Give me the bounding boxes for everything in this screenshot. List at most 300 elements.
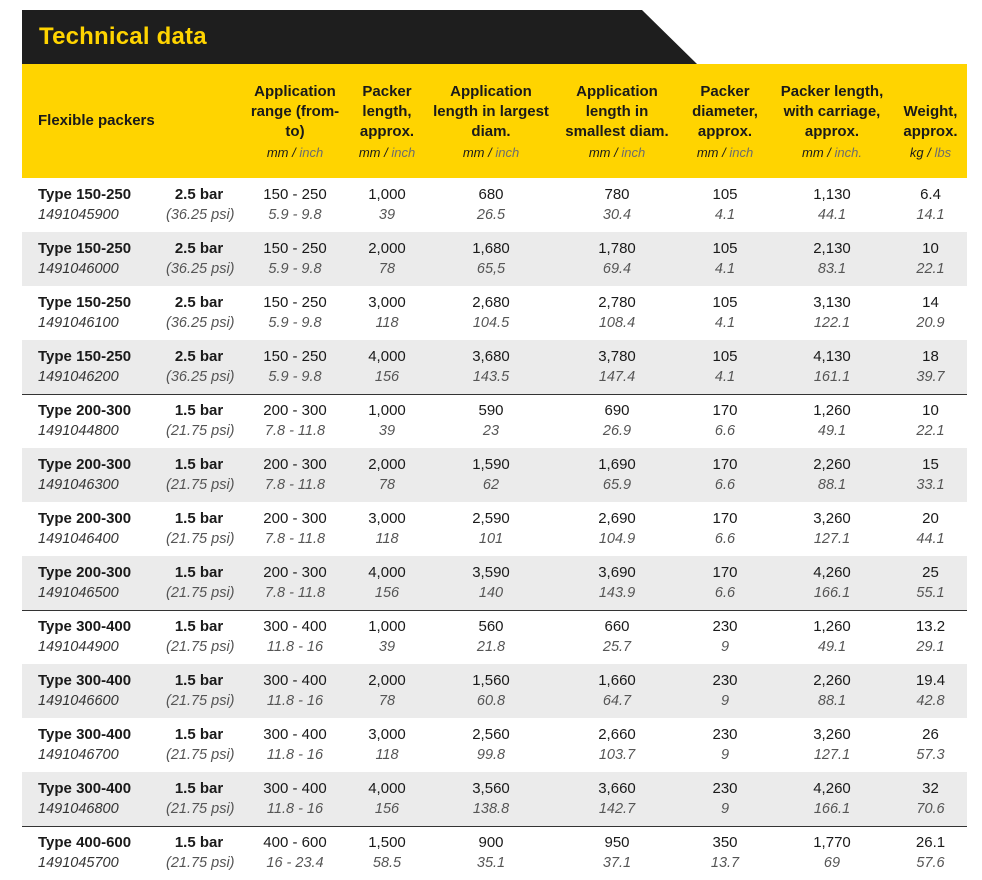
value-secondary: 20.9 <box>916 315 945 331</box>
value-primary: 10 <box>922 240 939 257</box>
value-primary: 1,130 <box>813 186 851 203</box>
value-primary: 1.5 bar <box>174 402 224 420</box>
value-secondary: 140 <box>478 584 504 601</box>
value-primary: 1,680 <box>472 240 510 257</box>
unit-separator: / <box>823 145 835 160</box>
cell-packer-length <box>346 610 428 664</box>
value-primary: 1.5 bar <box>174 456 224 473</box>
value-primary: 15 <box>922 456 939 473</box>
cell-application-range <box>244 394 346 448</box>
cell-packer-diameter <box>680 772 770 826</box>
cell-app-length-smallest <box>554 610 680 664</box>
unit-metric: kg <box>909 145 924 160</box>
cell-app-length-largest <box>428 286 554 340</box>
cell-app-length-largest <box>428 340 554 394</box>
value-secondary: 13.7 <box>710 855 740 872</box>
value-secondary: 7.8 - 11.8 <box>264 423 326 440</box>
value-primary: 1.5 bar <box>174 779 224 797</box>
value-secondary: 104.9 <box>598 531 636 547</box>
cell-application-range <box>244 286 346 340</box>
value-primary: 3,130 <box>813 294 851 311</box>
value-secondary: 1491046800 <box>38 800 119 817</box>
value-primary: 3,260 <box>813 510 851 527</box>
cell-app-length-largest <box>428 232 554 286</box>
unit-metric: mm <box>266 145 289 160</box>
cell-pressure <box>166 178 244 232</box>
value-secondary: 5.9 - 9.8 <box>268 368 322 385</box>
value-primary: 105 <box>712 347 738 365</box>
value-primary: 1,260 <box>813 618 851 636</box>
value-primary: 200 - 300 <box>263 456 327 473</box>
header-flexible-packers <box>22 64 166 178</box>
cell-packer-length-carriage <box>770 232 894 286</box>
value-secondary: 11.8 - 16 <box>266 693 324 709</box>
value-secondary: 22.1 <box>916 423 945 440</box>
cell-pressure <box>166 286 244 340</box>
cell-packer-diameter <box>680 718 770 772</box>
cell-packer-length <box>346 448 428 502</box>
value-secondary: 108.4 <box>598 315 636 331</box>
value-secondary: 103.7 <box>598 747 636 763</box>
value-primary: 680 <box>478 186 504 203</box>
value-secondary: 6.6 <box>714 584 736 601</box>
value-secondary: 4.1 <box>714 261 736 277</box>
value-secondary: 37.1 <box>602 855 632 872</box>
value-secondary: 21.8 <box>476 639 506 656</box>
cell-application-range <box>244 232 346 286</box>
cell-app-length-largest <box>428 502 554 556</box>
value-primary: 900 <box>478 834 504 852</box>
value-secondary: 69.4 <box>602 261 632 277</box>
cell-app-length-largest <box>428 448 554 502</box>
cell-packer-length <box>346 232 428 286</box>
table-row <box>22 394 967 448</box>
cell-app-length-smallest <box>554 502 680 556</box>
header-packer-length <box>346 64 428 178</box>
value-primary: Type 150-250 <box>38 186 132 203</box>
value-secondary: 69 <box>823 855 841 872</box>
value-primary: 300 - 400 <box>263 779 327 797</box>
unit-imperial: inch <box>391 145 416 160</box>
cell-type <box>22 664 166 718</box>
value-primary: 1.5 bar <box>174 618 224 636</box>
value-primary: 2.5 bar <box>174 294 224 311</box>
value-primary: 2.5 bar <box>174 347 224 365</box>
value-secondary: 62 <box>482 477 500 493</box>
cell-packer-length <box>346 340 428 394</box>
value-primary: 200 - 300 <box>263 563 327 581</box>
value-secondary: 78 <box>378 693 396 709</box>
value-secondary: 1491044900 <box>38 639 119 656</box>
value-secondary: (21.75 psi) <box>166 693 235 709</box>
cell-packer-diameter <box>680 502 770 556</box>
header-label: Weight, approx. <box>903 103 958 140</box>
value-secondary: 39 <box>378 207 396 223</box>
header-application-range <box>244 64 346 178</box>
value-primary: 950 <box>604 834 630 852</box>
header-unit <box>348 142 426 163</box>
technical-data-table <box>22 64 967 880</box>
value-secondary: 1491046000 <box>38 261 119 277</box>
value-primary: 2.5 bar <box>174 240 224 257</box>
value-primary: 1.5 bar <box>174 834 224 852</box>
header-packer-diameter <box>680 64 770 178</box>
cell-type <box>22 556 166 610</box>
value-secondary: 26.9 <box>602 423 632 440</box>
value-primary: Type 150-250 <box>38 240 132 257</box>
cell-weight <box>894 772 967 826</box>
value-secondary: 60.8 <box>476 693 506 709</box>
value-secondary: 118 <box>375 531 399 547</box>
value-primary: 18 <box>922 347 939 365</box>
value-secondary: 101 <box>478 531 504 547</box>
value-primary: 1.5 bar <box>174 672 224 689</box>
value-primary: 230 <box>712 618 738 636</box>
cell-weight <box>894 556 967 610</box>
value-secondary: 30.4 <box>602 207 632 223</box>
value-primary: 400 - 600 <box>263 834 327 852</box>
value-primary: 1,500 <box>368 834 406 852</box>
value-primary: 2,680 <box>472 294 510 311</box>
value-primary: 2,260 <box>813 672 851 689</box>
cell-packer-length <box>346 394 428 448</box>
value-primary: 2,000 <box>368 240 406 257</box>
value-primary: 3,260 <box>813 726 851 743</box>
value-primary: 1.5 bar <box>174 510 224 527</box>
cell-app-length-smallest <box>554 556 680 610</box>
unit-separator: / <box>718 145 730 160</box>
cell-packer-length-carriage <box>770 178 894 232</box>
value-primary: 3,780 <box>598 347 636 365</box>
value-primary: 4,000 <box>368 563 406 581</box>
cell-packer-length <box>346 556 428 610</box>
value-primary: 13.2 <box>915 618 946 636</box>
value-secondary: 127.1 <box>813 531 851 547</box>
value-primary: 2,000 <box>368 672 406 689</box>
value-primary: 560 <box>478 618 504 636</box>
cell-app-length-smallest <box>554 232 680 286</box>
header-label: Packer diameter, approx. <box>692 83 758 140</box>
value-secondary: 11.8 - 16 <box>266 639 324 656</box>
cell-packer-length-carriage <box>770 286 894 340</box>
cell-packer-length-carriage <box>770 340 894 394</box>
cell-weight <box>894 394 967 448</box>
unit-imperial: inch <box>729 145 754 160</box>
cell-weight <box>894 178 967 232</box>
value-secondary: 33.1 <box>916 477 945 493</box>
cell-pressure <box>166 718 244 772</box>
value-primary: Type 150-250 <box>38 294 132 311</box>
unit-metric: mm <box>588 145 611 160</box>
table-row <box>22 664 967 718</box>
cell-packer-length <box>346 718 428 772</box>
value-secondary: 5.9 - 9.8 <box>268 207 322 223</box>
value-secondary: 5.9 - 9.8 <box>268 261 322 277</box>
unit-imperial: lbs <box>934 145 952 160</box>
cell-packer-diameter <box>680 286 770 340</box>
value-primary: 1,000 <box>368 618 406 636</box>
cell-app-length-largest <box>428 556 554 610</box>
value-secondary: 1491046700 <box>38 747 119 763</box>
value-primary: 2,660 <box>598 726 636 743</box>
cell-application-range <box>244 772 346 826</box>
header-pressure <box>166 64 244 178</box>
cell-application-range <box>244 718 346 772</box>
value-primary: 3,000 <box>368 510 406 527</box>
value-primary: 105 <box>712 186 738 203</box>
value-primary: 230 <box>712 672 738 689</box>
unit-metric: mm <box>802 145 824 160</box>
value-primary: 150 - 250 <box>263 186 327 203</box>
header-unit <box>430 142 552 163</box>
value-secondary: 29.1 <box>916 639 945 656</box>
table-row <box>22 556 967 610</box>
value-primary: 20 <box>922 510 939 527</box>
value-secondary: 83.1 <box>817 261 847 277</box>
cell-app-length-largest <box>428 394 554 448</box>
value-primary: 200 - 300 <box>263 402 327 420</box>
value-secondary: (21.75 psi) <box>166 423 235 440</box>
value-secondary: 57.6 <box>916 855 945 872</box>
value-secondary: 1491045900 <box>38 207 119 223</box>
value-secondary: 142.7 <box>598 800 636 817</box>
table-row <box>22 448 967 502</box>
value-secondary: 26.5 <box>476 207 506 223</box>
value-secondary: 4.1 <box>714 315 736 331</box>
header-unit <box>896 142 965 163</box>
value-secondary: 9 <box>720 639 730 656</box>
value-primary: 4,260 <box>813 563 851 581</box>
value-secondary: 65.9 <box>602 477 632 493</box>
cell-packer-diameter <box>680 340 770 394</box>
value-secondary: 23 <box>482 423 500 440</box>
value-primary: 2,130 <box>813 240 851 257</box>
cell-packer-diameter <box>680 448 770 502</box>
header-row <box>22 64 967 178</box>
value-primary: Type 200-300 <box>38 402 132 420</box>
cell-packer-diameter <box>680 610 770 664</box>
value-primary: 26.1 <box>915 834 946 852</box>
value-secondary: 118 <box>375 747 399 763</box>
value-primary: 105 <box>712 294 738 311</box>
value-primary: Type 200-300 <box>38 563 132 581</box>
value-secondary: 156 <box>374 368 400 385</box>
cell-pressure <box>166 772 244 826</box>
value-primary: 105 <box>712 240 738 257</box>
value-primary: 1.5 bar <box>174 726 224 743</box>
value-secondary: 7.8 - 11.8 <box>264 584 326 601</box>
value-secondary: 88.1 <box>817 693 847 709</box>
cell-packer-length <box>346 664 428 718</box>
cell-weight <box>894 718 967 772</box>
cell-packer-length-carriage <box>770 718 894 772</box>
page-title: Technical data <box>39 23 207 50</box>
unit-separator: / <box>484 145 496 160</box>
value-secondary: 156 <box>374 584 400 601</box>
table-row <box>22 340 967 394</box>
unit-imperial: inch. <box>834 145 862 160</box>
value-primary: 3,000 <box>368 294 406 311</box>
cell-type <box>22 232 166 286</box>
cell-packer-length-carriage <box>770 394 894 448</box>
value-primary: 170 <box>712 563 738 581</box>
cell-packer-length <box>346 772 428 826</box>
table-body <box>22 178 967 880</box>
value-secondary: 39.7 <box>916 368 945 385</box>
value-secondary: 44.1 <box>916 531 945 547</box>
value-secondary: 9 <box>720 747 730 763</box>
value-primary: 2,260 <box>813 456 851 473</box>
cell-pressure <box>166 664 244 718</box>
value-primary: 300 - 400 <box>263 726 327 743</box>
value-secondary: 6.6 <box>714 423 736 440</box>
cell-app-length-largest <box>428 664 554 718</box>
value-secondary: 143.9 <box>598 584 636 601</box>
cell-packer-diameter <box>680 394 770 448</box>
value-primary: 26 <box>922 726 939 743</box>
value-primary: 230 <box>712 779 738 797</box>
value-primary: 1.5 bar <box>174 563 224 581</box>
value-primary: 300 - 400 <box>263 618 327 636</box>
cell-type <box>22 394 166 448</box>
value-secondary: 70.6 <box>916 800 945 817</box>
cell-app-length-largest <box>428 772 554 826</box>
value-secondary: 1491046400 <box>38 531 119 547</box>
header-unit <box>682 142 768 163</box>
cell-type <box>22 286 166 340</box>
cell-application-range <box>244 340 346 394</box>
table-row <box>22 772 967 826</box>
value-secondary: 156 <box>374 800 400 817</box>
table-row <box>22 232 967 286</box>
value-secondary: 5.9 - 9.8 <box>268 315 322 331</box>
header-label: Packer length, approx. <box>359 83 415 140</box>
cell-type <box>22 448 166 502</box>
cell-application-range <box>244 502 346 556</box>
cell-type <box>22 340 166 394</box>
cell-weight <box>894 664 967 718</box>
value-secondary: (21.75 psi) <box>166 584 235 601</box>
cell-application-range <box>244 556 346 610</box>
value-secondary: 22.1 <box>916 261 945 277</box>
cell-application-range <box>244 610 346 664</box>
cell-packer-length-carriage <box>770 556 894 610</box>
value-primary: 2.5 bar <box>174 186 224 203</box>
value-primary: 690 <box>604 402 630 420</box>
cell-app-length-smallest <box>554 340 680 394</box>
value-primary: 4,130 <box>813 347 851 365</box>
value-primary: 4,260 <box>813 779 851 797</box>
cell-packer-length <box>346 178 428 232</box>
cell-pressure <box>166 502 244 556</box>
value-primary: 1,560 <box>472 672 510 689</box>
value-primary: 6.4 <box>920 186 941 203</box>
unit-imperial: inch <box>495 145 520 160</box>
unit-separator: / <box>610 145 622 160</box>
value-secondary: (36.25 psi) <box>166 207 235 223</box>
value-primary: 2,560 <box>472 726 510 743</box>
value-secondary: 44.1 <box>817 207 847 223</box>
cell-packer-diameter <box>680 232 770 286</box>
value-secondary: (21.75 psi) <box>166 747 235 763</box>
value-secondary: 65,5 <box>476 261 506 277</box>
value-secondary: 166.1 <box>813 800 851 817</box>
value-secondary: 118 <box>375 315 399 331</box>
unit-metric: mm <box>696 145 719 160</box>
value-primary: Type 300-400 <box>38 726 132 743</box>
cell-weight <box>894 448 967 502</box>
value-secondary: 78 <box>378 261 396 277</box>
cell-type <box>22 610 166 664</box>
value-secondary: 99.8 <box>476 747 506 763</box>
value-primary: 1,660 <box>598 672 636 689</box>
value-primary: 170 <box>712 510 738 527</box>
value-primary: 19.4 <box>915 672 946 689</box>
value-secondary: 58.5 <box>372 855 402 872</box>
cell-packer-length-carriage <box>770 502 894 556</box>
value-primary: 2,590 <box>472 510 510 527</box>
value-secondary: 35.1 <box>476 855 506 872</box>
cell-application-range <box>244 178 346 232</box>
value-secondary: 16 - 23.4 <box>266 855 324 872</box>
value-primary: 3,590 <box>472 563 510 581</box>
unit-separator: / <box>923 145 935 160</box>
cell-packer-length-carriage <box>770 664 894 718</box>
cell-app-length-smallest <box>554 718 680 772</box>
value-secondary: 122.1 <box>813 315 851 331</box>
value-primary: Type 300-400 <box>38 672 132 689</box>
value-secondary: 42.8 <box>916 693 945 709</box>
value-secondary: 104.5 <box>472 315 510 331</box>
value-primary: 170 <box>712 402 738 420</box>
value-primary: Type 300-400 <box>38 618 132 636</box>
header-app-length-smallest <box>554 64 680 178</box>
cell-packer-diameter <box>680 178 770 232</box>
cell-packer-length-carriage <box>770 610 894 664</box>
header-label: Application length in largest diam. <box>433 83 549 140</box>
cell-weight <box>894 502 967 556</box>
cell-type <box>22 178 166 232</box>
value-secondary: 78 <box>378 477 396 493</box>
value-secondary: 6.6 <box>714 531 736 547</box>
value-secondary: 1491046200 <box>38 368 119 385</box>
value-primary: 2,780 <box>598 294 636 311</box>
value-primary: 3,660 <box>598 779 636 797</box>
value-secondary: 11.8 - 16 <box>266 747 324 763</box>
cell-pressure <box>166 394 244 448</box>
value-primary: 3,690 <box>598 563 636 581</box>
header-label: Flexible packers <box>38 112 155 129</box>
value-secondary: 57.3 <box>916 747 945 763</box>
cell-app-length-largest <box>428 178 554 232</box>
value-secondary: 4.1 <box>714 368 736 385</box>
value-secondary: 55.1 <box>916 584 945 601</box>
value-primary: Type 150-250 <box>38 347 132 365</box>
cell-type <box>22 502 166 556</box>
value-secondary: (21.75 psi) <box>166 800 235 817</box>
value-primary: 150 - 250 <box>263 294 327 311</box>
header-packer-length-carriage <box>770 64 894 178</box>
cell-type <box>22 772 166 826</box>
header-app-length-largest <box>428 64 554 178</box>
value-primary: 3,000 <box>368 726 406 743</box>
value-secondary: 1491045700 <box>38 855 119 872</box>
cell-weight <box>894 232 967 286</box>
title-bar <box>22 10 697 64</box>
value-secondary: 49.1 <box>817 423 847 440</box>
value-primary: 660 <box>604 618 630 636</box>
table-row <box>22 718 967 772</box>
